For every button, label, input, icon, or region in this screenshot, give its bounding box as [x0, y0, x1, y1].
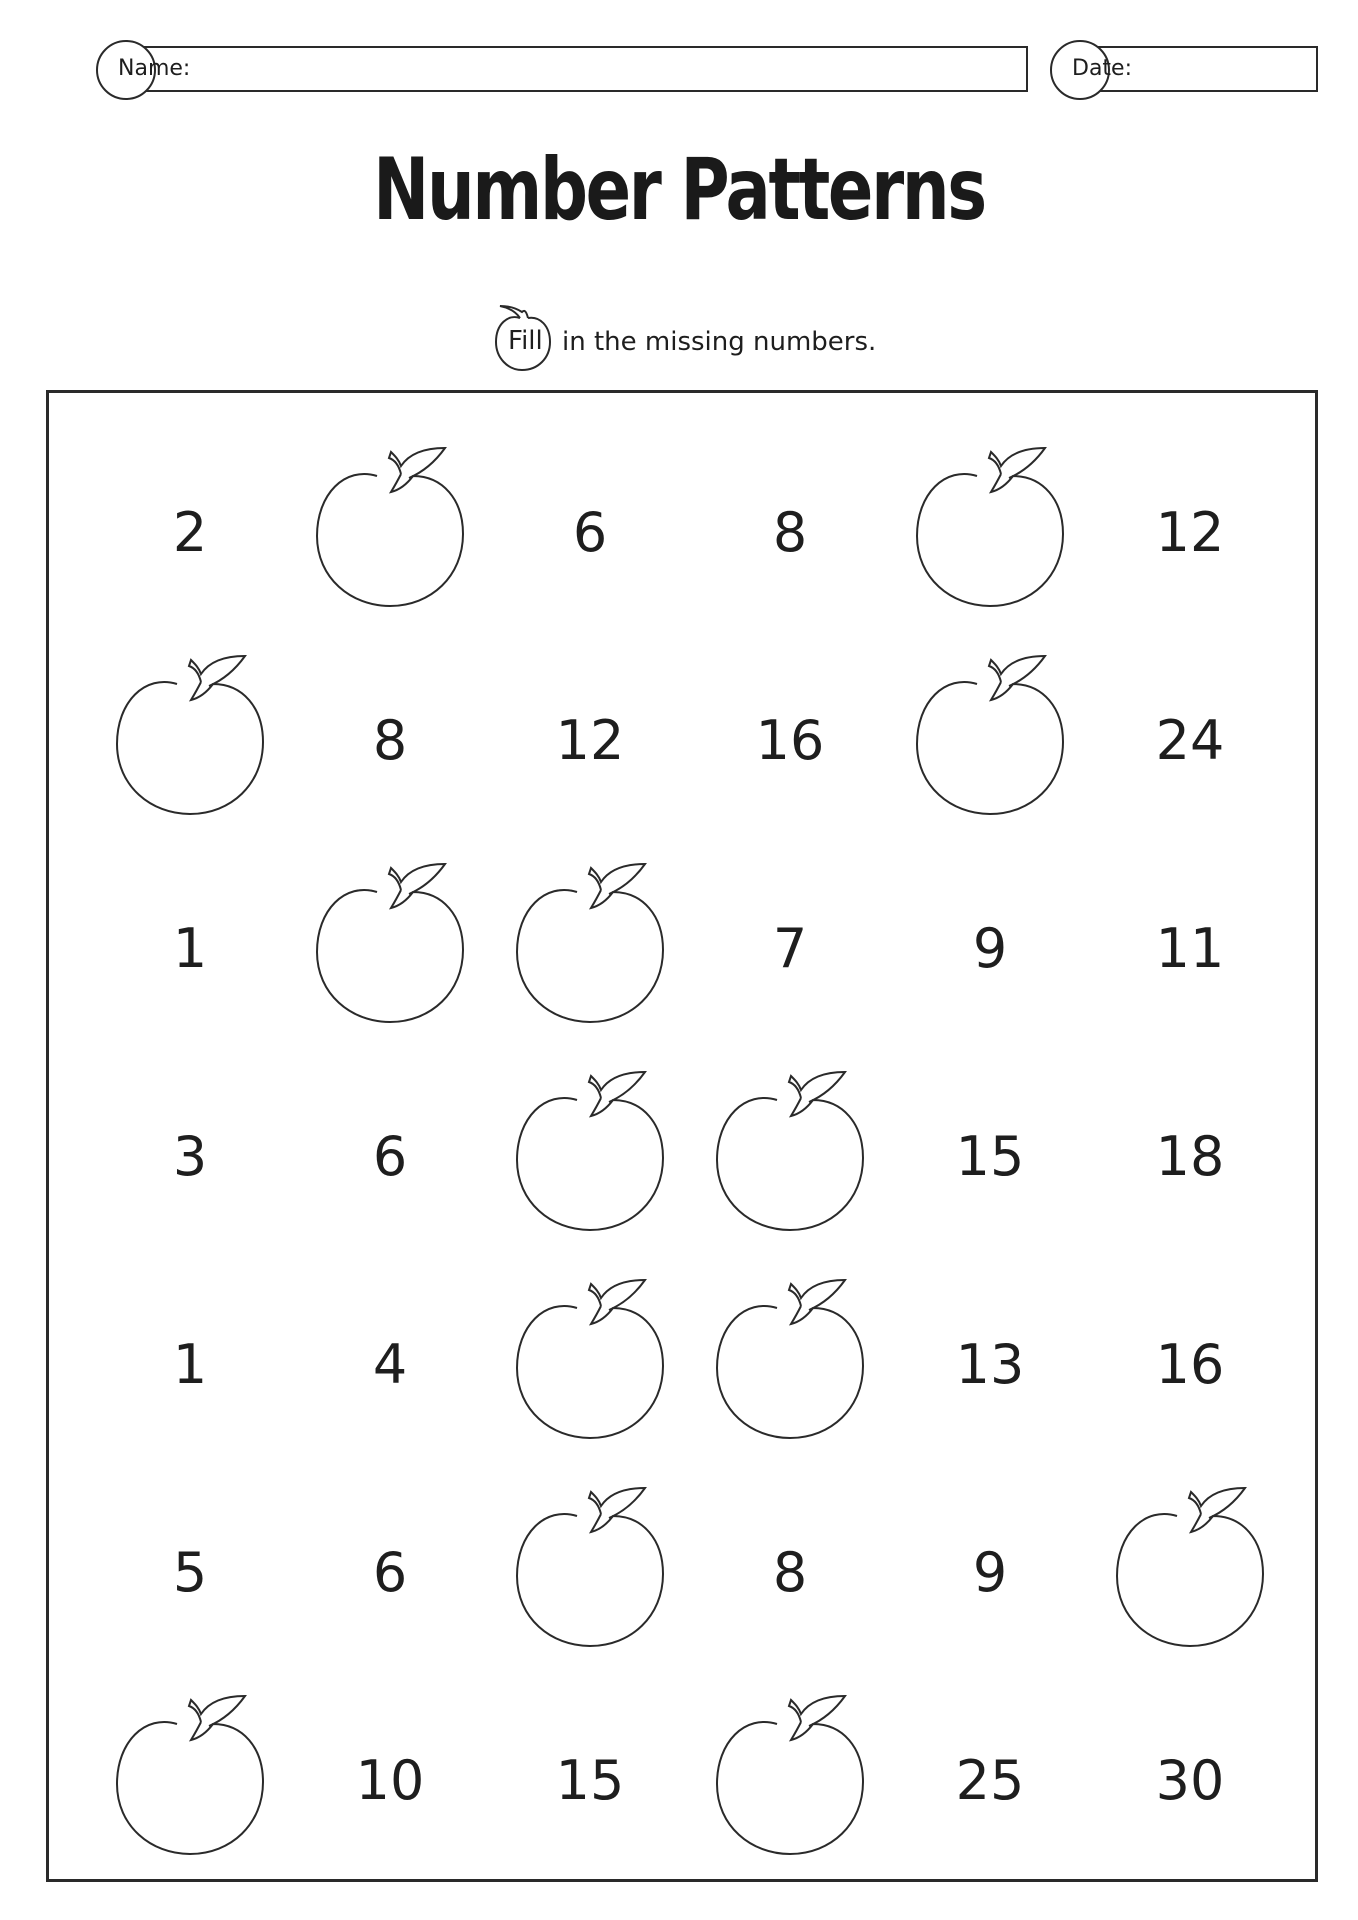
apple-outline-icon: [695, 1686, 885, 1876]
pattern-number: 15: [955, 1125, 1025, 1188]
pattern-number: 12: [555, 709, 625, 772]
pattern-number: 15: [555, 1749, 625, 1812]
number-cell: [95, 1478, 285, 1668]
pattern-number: 6: [572, 501, 608, 564]
number-cell: [1095, 1686, 1285, 1876]
pattern-number: 5: [172, 1541, 208, 1604]
instruction: [490, 296, 950, 376]
apple-outline-icon: [495, 1062, 685, 1252]
blank-answer-cell[interactable]: [495, 1270, 685, 1460]
number-cell: [695, 438, 885, 628]
number-cell: [895, 1062, 1085, 1252]
pattern-number: 25: [955, 1749, 1025, 1812]
apple-outline-icon: [895, 646, 1085, 836]
name-input-box[interactable]: [122, 46, 1028, 92]
number-cell: [95, 1062, 285, 1252]
blank-answer-cell[interactable]: [695, 1062, 885, 1252]
blank-answer-cell[interactable]: [495, 854, 685, 1044]
pattern-number: 10: [355, 1749, 425, 1812]
pattern-number: 9: [972, 1541, 1008, 1604]
apple-outline-icon: [895, 438, 1085, 628]
instruction-text: in the missing numbers.: [562, 327, 877, 357]
number-cell: [1095, 854, 1285, 1044]
blank-answer-cell[interactable]: [95, 1686, 285, 1876]
pattern-number: 8: [372, 709, 408, 772]
number-cell: [895, 1270, 1085, 1460]
number-cell: [495, 1686, 685, 1876]
apple-outline-icon: [695, 1270, 885, 1460]
number-cell: [895, 854, 1085, 1044]
pattern-number: 16: [755, 709, 825, 772]
apple-outline-icon: [495, 1478, 685, 1668]
blank-answer-cell[interactable]: [895, 646, 1085, 836]
number-cell: [495, 438, 685, 628]
worksheet-grid: [46, 390, 1318, 1882]
name-field[interactable]: [96, 46, 1028, 96]
number-cell: [895, 1686, 1085, 1876]
blank-answer-cell[interactable]: [495, 1062, 685, 1252]
date-label: Date:: [1072, 56, 1132, 81]
pattern-number: 6: [372, 1541, 408, 1604]
apple-outline-icon: [95, 646, 285, 836]
number-cell: [295, 1686, 485, 1876]
number-cell: [1095, 1062, 1285, 1252]
blank-answer-cell[interactable]: [495, 1478, 685, 1668]
blank-answer-cell[interactable]: [95, 646, 285, 836]
number-cell: [1095, 646, 1285, 836]
number-cell: [1095, 438, 1285, 628]
blank-answer-cell[interactable]: [695, 1686, 885, 1876]
apple-outline-icon: [695, 1062, 885, 1252]
pattern-number: 13: [955, 1333, 1025, 1396]
apple-outline-icon: [1095, 1478, 1285, 1668]
pattern-number: 2: [172, 501, 208, 564]
apple-outline-icon: [295, 854, 485, 1044]
number-cell: [95, 438, 285, 628]
blank-answer-cell[interactable]: [1095, 1478, 1285, 1668]
number-cell: [295, 1062, 485, 1252]
pattern-number: 24: [1155, 709, 1225, 772]
number-cell: [695, 854, 885, 1044]
apple-outline-icon: [95, 1686, 285, 1876]
pattern-number: 3: [172, 1125, 208, 1188]
apple-outline-icon: [295, 438, 485, 628]
number-cell: [695, 1478, 885, 1668]
pattern-number: 11: [1155, 917, 1225, 980]
number-cell: [295, 646, 485, 836]
pattern-number: 8: [772, 1541, 808, 1604]
pattern-number: 4: [372, 1333, 408, 1396]
instruction-highlight-word: Fill: [508, 326, 543, 356]
number-cell: [895, 1478, 1085, 1668]
number-cell: [1095, 1270, 1285, 1460]
apple-outline-icon: [495, 854, 685, 1044]
pattern-number: 12: [1155, 501, 1225, 564]
pattern-number: 7: [772, 917, 808, 980]
pattern-number: 16: [1155, 1333, 1225, 1396]
blank-answer-cell[interactable]: [695, 1270, 885, 1460]
number-cell: [495, 646, 685, 836]
pattern-number: 9: [972, 917, 1008, 980]
pattern-number: 18: [1155, 1125, 1225, 1188]
blank-answer-cell[interactable]: [295, 854, 485, 1044]
blank-answer-cell[interactable]: [295, 438, 485, 628]
blank-answer-cell[interactable]: [895, 438, 1085, 628]
number-cell: [95, 1270, 285, 1460]
number-cell: [295, 1270, 485, 1460]
apple-outline-icon: [495, 1270, 685, 1460]
page-title: Number Patterns: [373, 140, 985, 240]
name-label: Name:: [118, 56, 191, 81]
number-cell: [695, 646, 885, 836]
pattern-number: 30: [1155, 1749, 1225, 1812]
date-field[interactable]: [1050, 46, 1318, 96]
pattern-number: 1: [172, 917, 208, 980]
pattern-number: 1: [172, 1333, 208, 1396]
pattern-number: 6: [372, 1125, 408, 1188]
pattern-number: 8: [772, 501, 808, 564]
number-cell: [95, 854, 285, 1044]
number-cell: [295, 1478, 485, 1668]
